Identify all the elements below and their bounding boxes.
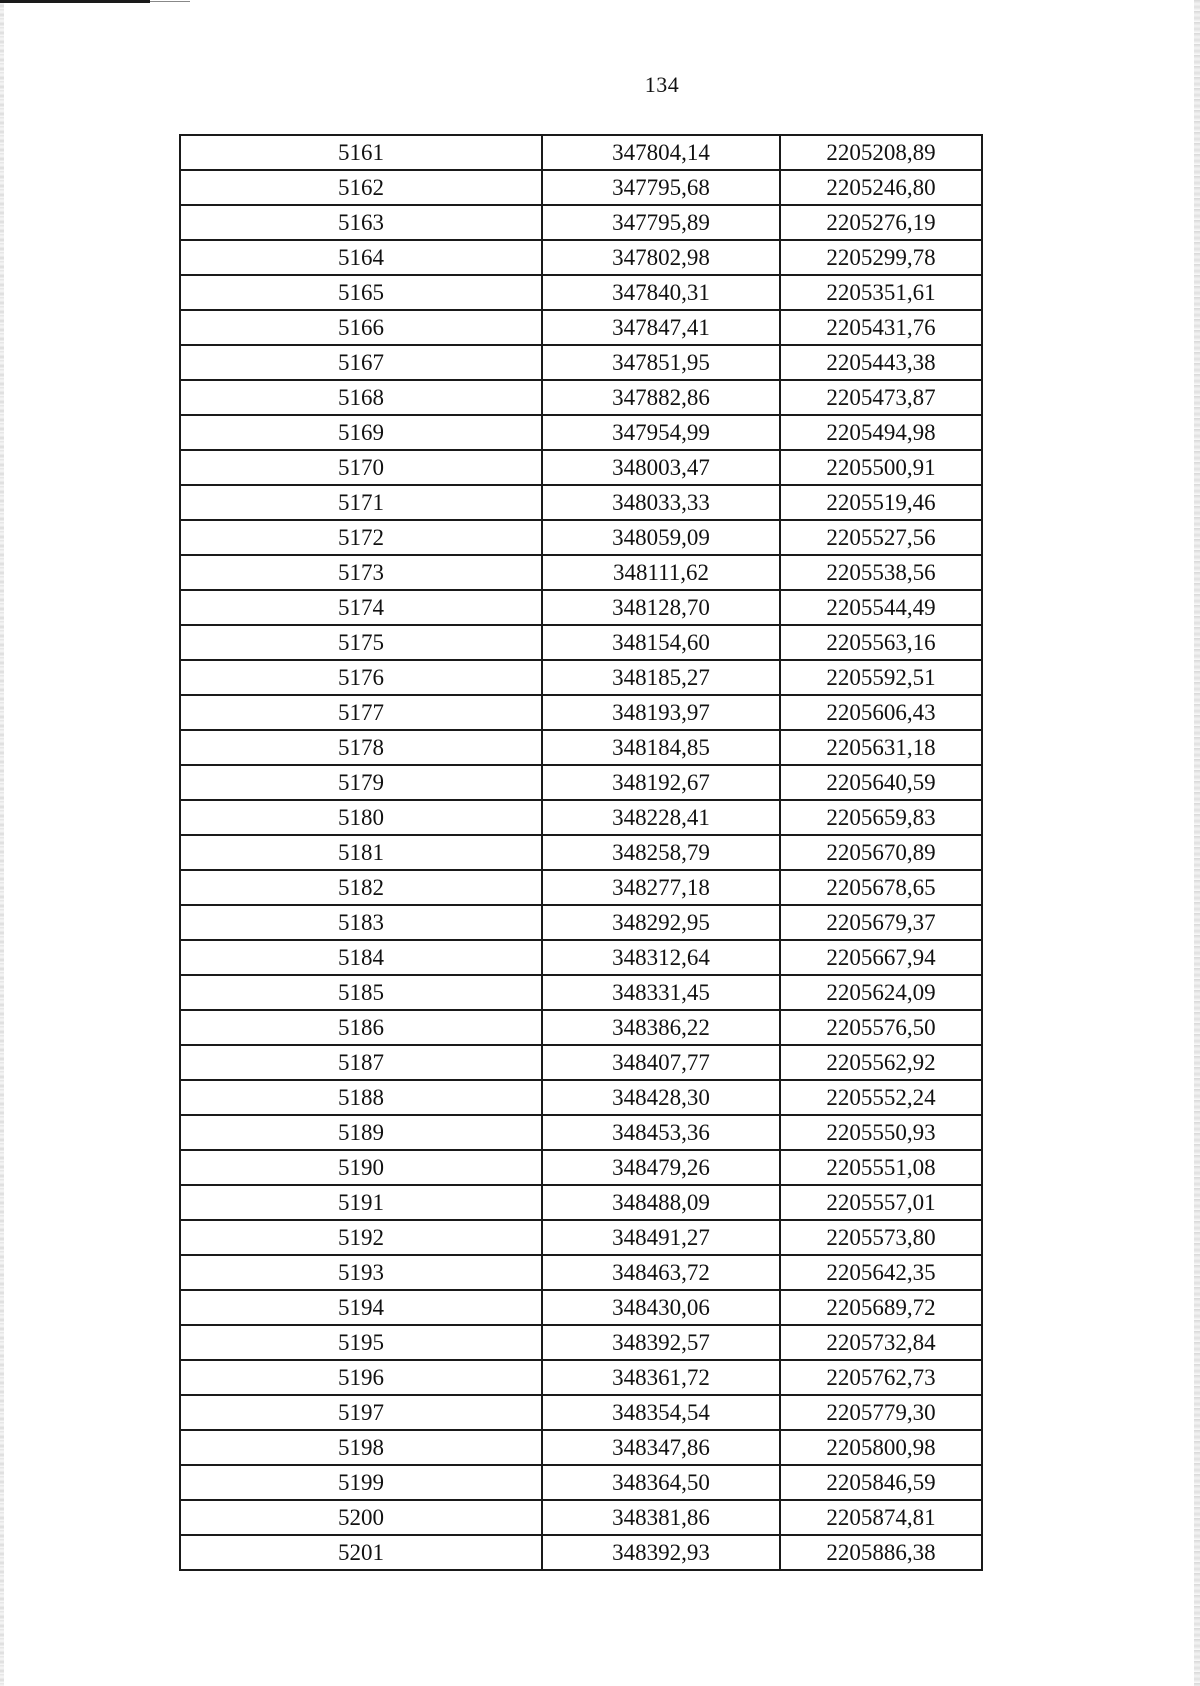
y-coordinate-cell: 2205552,24 [780,1080,982,1115]
y-coordinate-cell: 2205351,61 [780,275,982,310]
point-number-cell: 5182 [180,870,542,905]
table-row [180,1325,982,1360]
table-row [180,1255,982,1290]
y-coordinate-cell: 2205762,73 [780,1360,982,1395]
x-coordinate-cell: 348361,72 [542,1360,780,1395]
table-row [180,1220,982,1255]
x-coordinate-cell: 348277,18 [542,870,780,905]
x-coordinate-cell: 348392,93 [542,1535,780,1570]
point-number-cell: 5198 [180,1430,542,1465]
coordinates-table-body [180,135,982,1570]
table-row [180,275,982,310]
table-row [180,1115,982,1150]
x-coordinate-cell: 348128,70 [542,590,780,625]
table-row [180,975,982,1010]
point-number-cell: 5164 [180,240,542,275]
y-coordinate-cell: 2205299,78 [780,240,982,275]
x-coordinate-cell: 347840,31 [542,275,780,310]
point-number-cell: 5180 [180,800,542,835]
point-number-cell: 5188 [180,1080,542,1115]
point-number-cell: 5200 [180,1500,542,1535]
point-number-cell: 5167 [180,345,542,380]
x-coordinate-cell: 347882,86 [542,380,780,415]
point-number-cell: 5190 [180,1150,542,1185]
table-row [180,415,982,450]
table-row [180,1045,982,1080]
point-number-cell: 5165 [180,275,542,310]
x-coordinate-cell: 347795,68 [542,170,780,205]
x-coordinate-cell: 348463,72 [542,1255,780,1290]
y-coordinate-cell: 2205431,76 [780,310,982,345]
y-coordinate-cell: 2205631,18 [780,730,982,765]
y-coordinate-cell: 2205557,01 [780,1185,982,1220]
point-number-cell: 5194 [180,1290,542,1325]
scan-edge-right [1194,0,1200,1686]
y-coordinate-cell: 2205624,09 [780,975,982,1010]
table-row [180,240,982,275]
y-coordinate-cell: 2205544,49 [780,590,982,625]
scan-edge-left [0,0,4,1686]
x-coordinate-cell: 347851,95 [542,345,780,380]
y-coordinate-cell: 2205592,51 [780,660,982,695]
table-row [180,135,982,170]
page-number: 134 [644,72,680,97]
x-coordinate-cell: 348033,33 [542,485,780,520]
table-row [180,380,982,415]
y-coordinate-cell: 2205563,16 [780,625,982,660]
y-coordinate-cell: 2205670,89 [780,835,982,870]
x-coordinate-cell: 347804,14 [542,135,780,170]
point-number-cell: 5177 [180,695,542,730]
y-coordinate-cell: 2205500,91 [780,450,982,485]
y-coordinate-cell: 2205800,98 [780,1430,982,1465]
table-row [180,1290,982,1325]
point-number-cell: 5193 [180,1255,542,1290]
y-coordinate-cell: 2205732,84 [780,1325,982,1360]
table-row [180,1150,982,1185]
x-coordinate-cell: 348392,57 [542,1325,780,1360]
table-row [180,205,982,240]
x-coordinate-cell: 348312,64 [542,940,780,975]
x-coordinate-cell: 348479,26 [542,1150,780,1185]
y-coordinate-cell: 2205494,98 [780,415,982,450]
table-row [180,835,982,870]
table-row [180,450,982,485]
y-coordinate-cell: 2205606,43 [780,695,982,730]
point-number-cell: 5192 [180,1220,542,1255]
x-coordinate-cell: 348364,50 [542,1465,780,1500]
x-coordinate-cell: 348488,09 [542,1185,780,1220]
x-coordinate-cell: 348184,85 [542,730,780,765]
y-coordinate-cell: 2205246,80 [780,170,982,205]
point-number-cell: 5185 [180,975,542,1010]
scan-mark-top-thin [150,1,190,2]
table-row [180,555,982,590]
table-row [180,660,982,695]
y-coordinate-cell: 2205659,83 [780,800,982,835]
point-number-cell: 5172 [180,520,542,555]
y-coordinate-cell: 2205551,08 [780,1150,982,1185]
point-number-cell: 5179 [180,765,542,800]
table-row [180,625,982,660]
point-number-cell: 5169 [180,415,542,450]
y-coordinate-cell: 2205874,81 [780,1500,982,1535]
y-coordinate-cell: 2205573,80 [780,1220,982,1255]
x-coordinate-cell: 348453,36 [542,1115,780,1150]
y-coordinate-cell: 2205689,72 [780,1290,982,1325]
table-row [180,170,982,205]
y-coordinate-cell: 2205208,89 [780,135,982,170]
x-coordinate-cell: 348381,86 [542,1500,780,1535]
table-row [180,310,982,345]
x-coordinate-cell: 348228,41 [542,800,780,835]
table-row [180,520,982,555]
table-row [180,765,982,800]
point-number-cell: 5168 [180,380,542,415]
table-row [180,870,982,905]
table-row [180,1500,982,1535]
point-number-cell: 5174 [180,590,542,625]
x-coordinate-cell: 348428,30 [542,1080,780,1115]
y-coordinate-cell: 2205550,93 [780,1115,982,1150]
x-coordinate-cell: 348192,67 [542,765,780,800]
table-row [180,1080,982,1115]
point-number-cell: 5197 [180,1395,542,1430]
point-number-cell: 5181 [180,835,542,870]
point-number-cell: 5184 [180,940,542,975]
table-row [180,1465,982,1500]
y-coordinate-cell: 2205779,30 [780,1395,982,1430]
x-coordinate-cell: 348407,77 [542,1045,780,1080]
x-coordinate-cell: 348003,47 [542,450,780,485]
table-row [180,485,982,520]
x-coordinate-cell: 348258,79 [542,835,780,870]
x-coordinate-cell: 347847,41 [542,310,780,345]
y-coordinate-cell: 2205642,35 [780,1255,982,1290]
y-coordinate-cell: 2205679,37 [780,905,982,940]
x-coordinate-cell: 348491,27 [542,1220,780,1255]
x-coordinate-cell: 347954,99 [542,415,780,450]
table-row [180,800,982,835]
table-row [180,940,982,975]
x-coordinate-cell: 348111,62 [542,555,780,590]
y-coordinate-cell: 2205276,19 [780,205,982,240]
point-number-cell: 5186 [180,1010,542,1045]
x-coordinate-cell: 348292,95 [542,905,780,940]
y-coordinate-cell: 2205886,38 [780,1535,982,1570]
scan-mark-top [0,0,150,3]
point-number-cell: 5191 [180,1185,542,1220]
y-coordinate-cell: 2205562,92 [780,1045,982,1080]
x-coordinate-cell: 348154,60 [542,625,780,660]
point-number-cell: 5196 [180,1360,542,1395]
point-number-cell: 5199 [180,1465,542,1500]
y-coordinate-cell: 2205527,56 [780,520,982,555]
point-number-cell: 5178 [180,730,542,765]
x-coordinate-cell: 348059,09 [542,520,780,555]
table-row [180,1185,982,1220]
y-coordinate-cell: 2205443,38 [780,345,982,380]
table-row [180,1395,982,1430]
point-number-cell: 5195 [180,1325,542,1360]
point-number-cell: 5166 [180,310,542,345]
x-coordinate-cell: 348331,45 [542,975,780,1010]
y-coordinate-cell: 2205667,94 [780,940,982,975]
point-number-cell: 5171 [180,485,542,520]
y-coordinate-cell: 2205473,87 [780,380,982,415]
table-row [180,1010,982,1045]
point-number-cell: 5189 [180,1115,542,1150]
table-row [180,730,982,765]
point-number-cell: 5183 [180,905,542,940]
point-number-cell: 5187 [180,1045,542,1080]
x-coordinate-cell: 348354,54 [542,1395,780,1430]
point-number-cell: 5176 [180,660,542,695]
x-coordinate-cell: 348193,97 [542,695,780,730]
x-coordinate-cell: 348185,27 [542,660,780,695]
point-number-cell: 5163 [180,205,542,240]
table-row [180,1360,982,1395]
y-coordinate-cell: 2205640,59 [780,765,982,800]
table-row [180,1430,982,1465]
y-coordinate-cell: 2205576,50 [780,1010,982,1045]
x-coordinate-cell: 348386,22 [542,1010,780,1045]
y-coordinate-cell: 2205846,59 [780,1465,982,1500]
point-number-cell: 5173 [180,555,542,590]
y-coordinate-cell: 2205538,56 [780,555,982,590]
x-coordinate-cell: 347795,89 [542,205,780,240]
point-number-cell: 5161 [180,135,542,170]
x-coordinate-cell: 348347,86 [542,1430,780,1465]
table-row [180,905,982,940]
coordinates-table [179,134,983,1571]
y-coordinate-cell: 2205678,65 [780,870,982,905]
x-coordinate-cell: 348430,06 [542,1290,780,1325]
table-row [180,1535,982,1570]
point-number-cell: 5170 [180,450,542,485]
point-number-cell: 5201 [180,1535,542,1570]
x-coordinate-cell: 347802,98 [542,240,780,275]
point-number-cell: 5175 [180,625,542,660]
y-coordinate-cell: 2205519,46 [780,485,982,520]
table-row [180,590,982,625]
table-row [180,695,982,730]
table-row [180,345,982,380]
point-number-cell: 5162 [180,170,542,205]
